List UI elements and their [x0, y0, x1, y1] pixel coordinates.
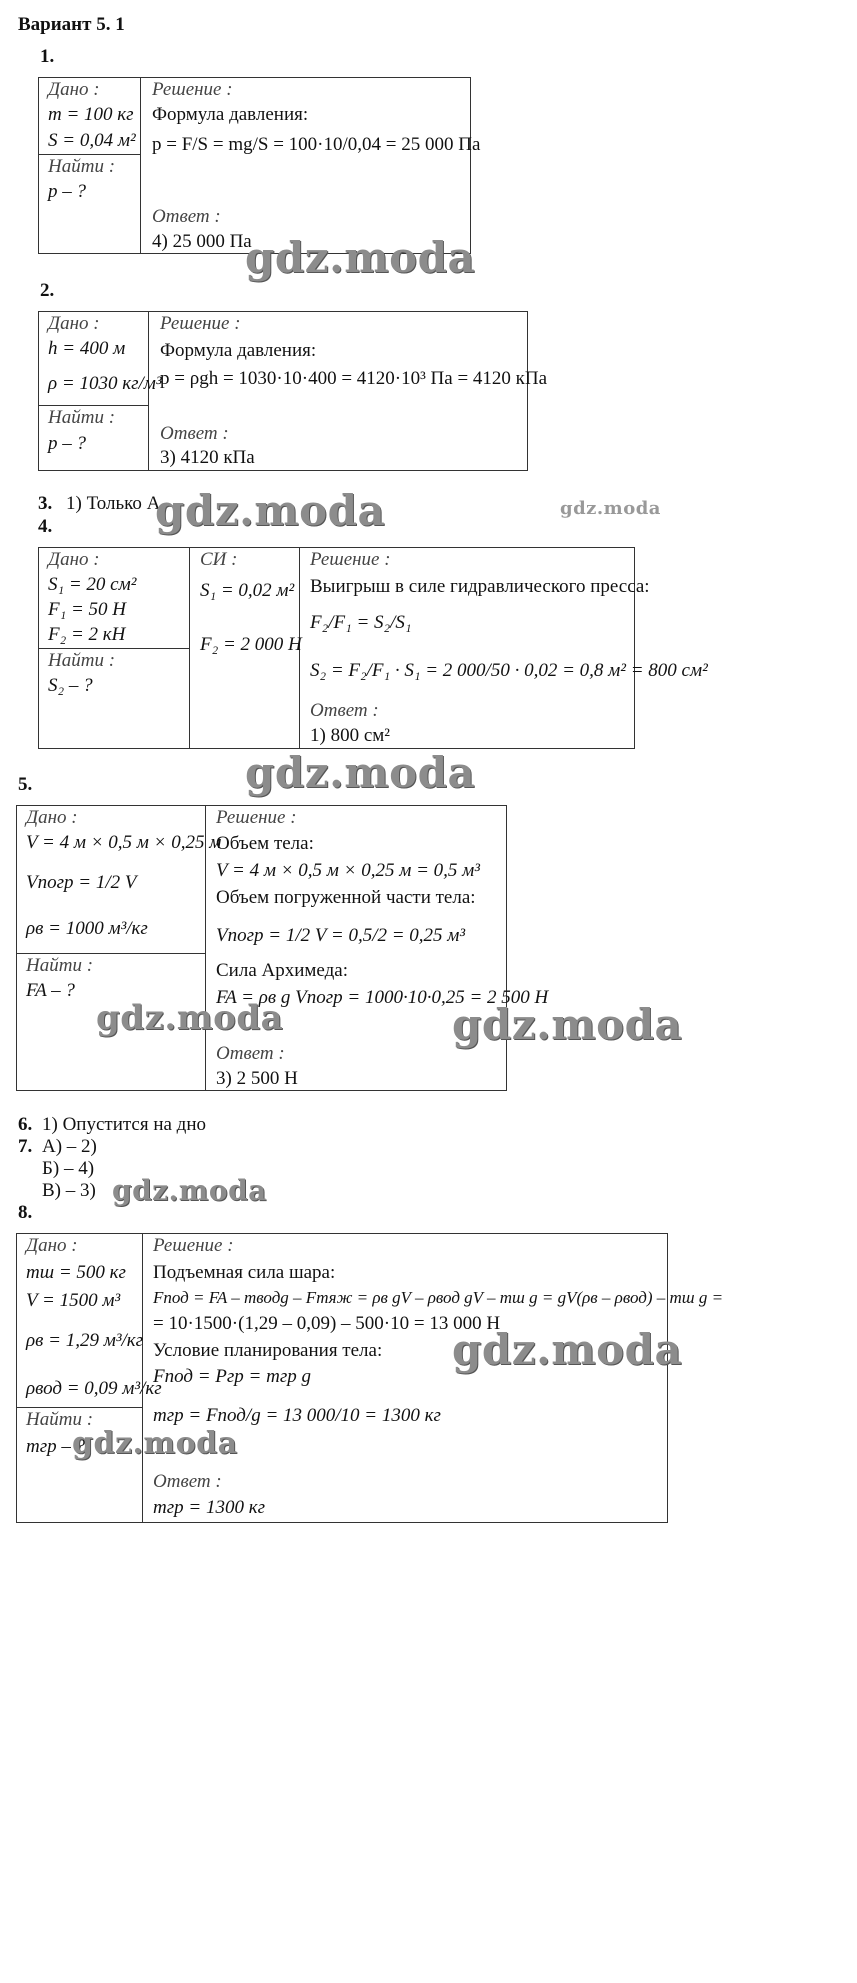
task-8-given-1: mш = 500 кг	[26, 1262, 126, 1283]
task-1-solution-title: Формула давления:	[152, 104, 309, 125]
task-5-given-label: Дано :	[26, 807, 78, 828]
task-4-number: 4.	[38, 516, 53, 537]
task-4-formula-2: S₂ = F₂/F₁ · S₁ = 2 000/50 · 0,02 = 0,8 м² = 800 см²	[310, 660, 708, 681]
task-2-answer-label: Ответ :	[160, 423, 229, 444]
task-1-formula: p = F/S = mg/S = 100·10/0,04 = 25 000 Па	[152, 134, 481, 155]
task-6-answer: 1) Опустится на дно	[42, 1114, 207, 1135]
task-5-sol-5: Сила Архимеда:	[216, 960, 348, 981]
task-5-answer-label: Ответ :	[216, 1043, 285, 1064]
task-4-solution-label: Решение :	[310, 549, 391, 570]
task-4-si-2: F₂ = 2 000 Н	[200, 634, 302, 655]
task-7-answer-b: Б) – 4)	[42, 1158, 95, 1179]
task-3-number: 3.	[38, 493, 53, 514]
task-5-sol-2: V = 4 м × 0,5 м × 0,25 м = 0,5 м³	[216, 860, 480, 881]
watermark: gdz.moda	[96, 998, 284, 1038]
task-1-given-2: S = 0,04 м²	[48, 130, 136, 151]
watermark: gdz.moda	[245, 748, 476, 797]
task-8-answer: mгр = 1300 кг	[153, 1497, 266, 1518]
watermark: gdz.moda	[245, 233, 476, 282]
task-5-sol-1: Объем тела:	[216, 833, 314, 854]
task-2-answer: 3) 4120 кПа	[160, 447, 255, 468]
watermark: gdz.moda	[452, 1000, 683, 1049]
task-4-given-label: Дано :	[48, 549, 100, 570]
task-8-given-4: ρвод = 0,09 м³/кг	[26, 1378, 162, 1399]
task-4-formula-1: F₂/F₁ = S₂/S₁	[310, 612, 412, 633]
task-8-sol-4: Условие планирования тела:	[153, 1340, 383, 1361]
task-4-find: S₂ – ?	[48, 675, 93, 696]
task-7-answer-a: А) – 2)	[42, 1136, 97, 1157]
task-8-given-label: Дано :	[26, 1235, 78, 1256]
task-5-sol-3: Объем погруженной части тела:	[216, 887, 476, 908]
watermark: gdz.moda	[72, 1426, 238, 1461]
task-2-formula: p = ρgh = 1030·10·400 = 4120·10³ Па = 4120 кПа	[160, 368, 548, 389]
task-4-answer: 1) 800 см²	[310, 725, 390, 746]
task-4-given-3: F₂ = 2 кН	[48, 624, 126, 645]
task-8-sol-2: Fпод = FA – mводg – Fтяж = ρв gV – ρвод gV – mш g = gV(ρв – ρвод) – mш g =	[153, 1288, 724, 1307]
watermark: gdz.moda	[112, 1174, 267, 1207]
task-5-solution-label: Решение :	[216, 807, 297, 828]
task-1-given-1: m = 100 кг	[48, 104, 134, 125]
task-5-given-3: ρв = 1000 м³/кг	[26, 918, 148, 939]
task-8-sol-5: Fпод = Pгр = mгр g	[153, 1366, 312, 1387]
watermark: gdz.moda	[560, 498, 661, 519]
task-5-find-label: Найти :	[26, 955, 94, 976]
task-8-given-2: V = 1500 м³	[26, 1290, 121, 1311]
task-1-find: p – ?	[48, 181, 86, 202]
task-8-find-label: Найти :	[26, 1409, 94, 1430]
task-5-answer: 3) 2 500 Н	[216, 1068, 298, 1089]
task-2-given-label: Дано :	[48, 313, 100, 334]
task-7-number: 7.	[18, 1136, 33, 1157]
task-5-sol-6: FA = ρв g Vпогр = 1000·10·0,25 = 2 500 Н	[216, 987, 549, 1008]
task-5-given-2: Vпогр = 1/2 V	[26, 872, 137, 893]
task-1-given-label: Дано :	[48, 79, 100, 100]
task-4-given-2: F₁ = 50 Н	[48, 599, 127, 620]
task-4-answer-label: Ответ :	[310, 700, 379, 721]
task-5-number: 5.	[18, 774, 33, 795]
watermark: gdz.moda	[452, 1325, 683, 1374]
task-2-solution-label: Решение :	[160, 313, 241, 334]
task-1-answer-label: Ответ :	[152, 206, 221, 227]
task-2-given-1: h = 400 м	[48, 338, 126, 359]
task-1-answer: 4) 25 000 Па	[152, 231, 252, 252]
page-title: Вариант 5. 1	[18, 14, 125, 35]
task-2-find: p – ?	[48, 433, 86, 454]
task-8-solution-label: Решение :	[153, 1235, 234, 1256]
task-8-answer-label: Ответ :	[153, 1471, 222, 1492]
task-5-sol-4: Vпогр = 1/2 V = 0,5/2 = 0,25 м³	[216, 925, 466, 946]
task-5-given-1: V = 4 м × 0,5 м × 0,25 м	[26, 832, 222, 853]
task-4-given-1: S₁ = 20 см²	[48, 574, 137, 595]
task-8-given-3: ρв = 1,29 м³/кг	[26, 1330, 144, 1351]
task-3-answer: 1) Только А	[66, 493, 161, 514]
task-8-number: 8.	[18, 1202, 33, 1223]
task-7-answer-c: В) – 3)	[42, 1180, 96, 1201]
task-2-solution-title: Формула давления:	[160, 340, 317, 361]
task-4-si-1: S₁ = 0,02 м²	[200, 580, 295, 601]
task-4-find-label: Найти :	[48, 650, 116, 671]
task-8-sol-6: mгр = Fпод/g = 13 000/10 = 1300 кг	[153, 1405, 441, 1426]
task-2-find-label: Найти :	[48, 407, 116, 428]
task-2-number: 2.	[40, 280, 55, 301]
task-1-number: 1.	[40, 46, 55, 67]
task-4-solution-title: Выигрыш в силе гидравлического пресса:	[310, 576, 650, 597]
task-1-find-label: Найти :	[48, 156, 116, 177]
task-8-find: mгр – ?	[26, 1436, 86, 1457]
task-4-si-label: СИ :	[200, 549, 238, 570]
task-6-number: 6.	[18, 1114, 33, 1135]
task-1-solution-label: Решение :	[152, 79, 233, 100]
task-8-sol-1: Подъемная сила шара:	[153, 1262, 336, 1283]
watermark: gdz.moda	[155, 486, 386, 535]
task-2-given-2: ρ = 1030 кг/м³	[48, 373, 162, 394]
task-5-find: FA – ?	[26, 980, 75, 1001]
task-8-sol-3: = 10·1500·(1,29 – 0,09) – 500·10 = 13 000 Н	[153, 1313, 501, 1334]
